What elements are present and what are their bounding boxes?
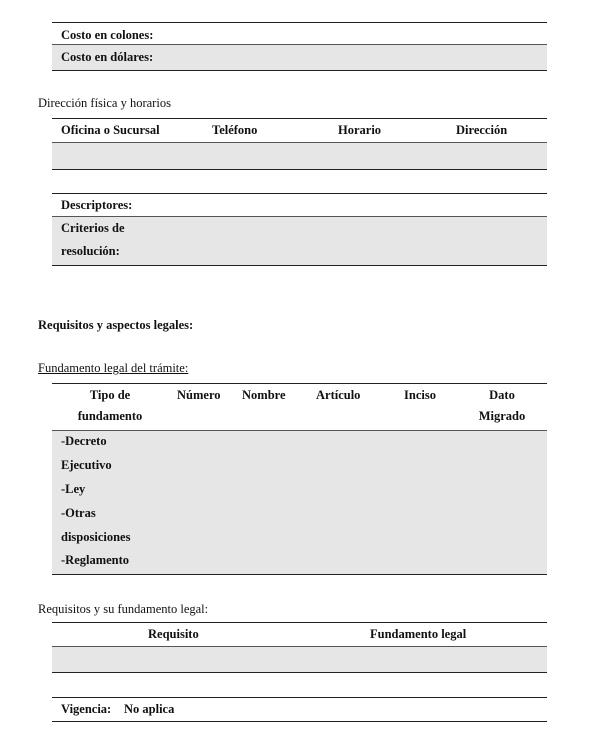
direccion-empty-row bbox=[52, 143, 547, 169]
direccion-section-title: Dirección física y horarios bbox=[38, 96, 171, 110]
descriptores-bottom-rule bbox=[52, 265, 547, 266]
costo-colones-label: Costo en colones: bbox=[61, 28, 154, 42]
header-nombre: Nombre bbox=[242, 388, 286, 402]
header-oficina: Oficina o Sucursal bbox=[61, 123, 160, 137]
requisitos-bottom-rule bbox=[52, 672, 547, 673]
header-fundamento-legal: Fundamento legal bbox=[370, 627, 467, 641]
descriptores-label: Descriptores: bbox=[61, 198, 133, 212]
criterios-label-line1: Criterios de bbox=[61, 221, 125, 235]
tipo-item: -Ley bbox=[61, 482, 86, 496]
header-tipo-line2: fundamento bbox=[77, 409, 143, 423]
direccion-bottom-rule bbox=[52, 169, 547, 170]
header-articulo: Artículo bbox=[316, 388, 361, 402]
tipo-item: -Otras bbox=[61, 506, 96, 520]
vigencia-label: Vigencia: bbox=[61, 702, 112, 716]
vigencia-bottom-rule bbox=[52, 721, 547, 722]
tipo-item: -Reglamento bbox=[61, 553, 130, 567]
header-numero: Número bbox=[177, 388, 221, 402]
header-requisito: Requisito bbox=[148, 627, 199, 641]
header-tipo-line1: Tipo de bbox=[89, 388, 131, 402]
costos-top-rule bbox=[52, 22, 547, 23]
tipo-item: -Decreto bbox=[61, 434, 107, 448]
fundamento-section-title: Fundamento legal del trámite: bbox=[38, 361, 189, 375]
requisitos-fundamento-title: Requisitos y su fundamento legal: bbox=[38, 602, 209, 616]
fundamento-top-rule bbox=[52, 383, 547, 384]
costos-bottom-rule bbox=[52, 70, 547, 71]
fundamento-bottom-rule bbox=[52, 574, 547, 575]
header-telefono: Teléfono bbox=[212, 123, 258, 137]
tipo-item: disposiciones bbox=[61, 530, 131, 544]
header-inciso: Inciso bbox=[404, 388, 436, 402]
vigencia-top-rule bbox=[52, 697, 547, 698]
direccion-top-rule bbox=[52, 118, 547, 119]
criterios-row bbox=[52, 217, 547, 265]
criterios-label-line2: resolución: bbox=[61, 244, 120, 258]
header-dato-line1: Dato bbox=[489, 388, 515, 402]
requisitos-legales-title: Requisitos y aspectos legales: bbox=[38, 318, 194, 332]
tipo-item: Ejecutivo bbox=[61, 458, 112, 472]
header-horario: Horario bbox=[338, 123, 382, 137]
vigencia-value: No aplica bbox=[124, 702, 175, 716]
header-direccion: Dirección bbox=[456, 123, 508, 137]
header-dato-line2: Migrado bbox=[478, 409, 526, 423]
costo-dolares-label: Costo en dólares: bbox=[61, 50, 154, 64]
requisitos-empty-row bbox=[52, 647, 547, 672]
requisitos-top-rule bbox=[52, 622, 547, 623]
descriptores-top-rule bbox=[52, 193, 547, 194]
